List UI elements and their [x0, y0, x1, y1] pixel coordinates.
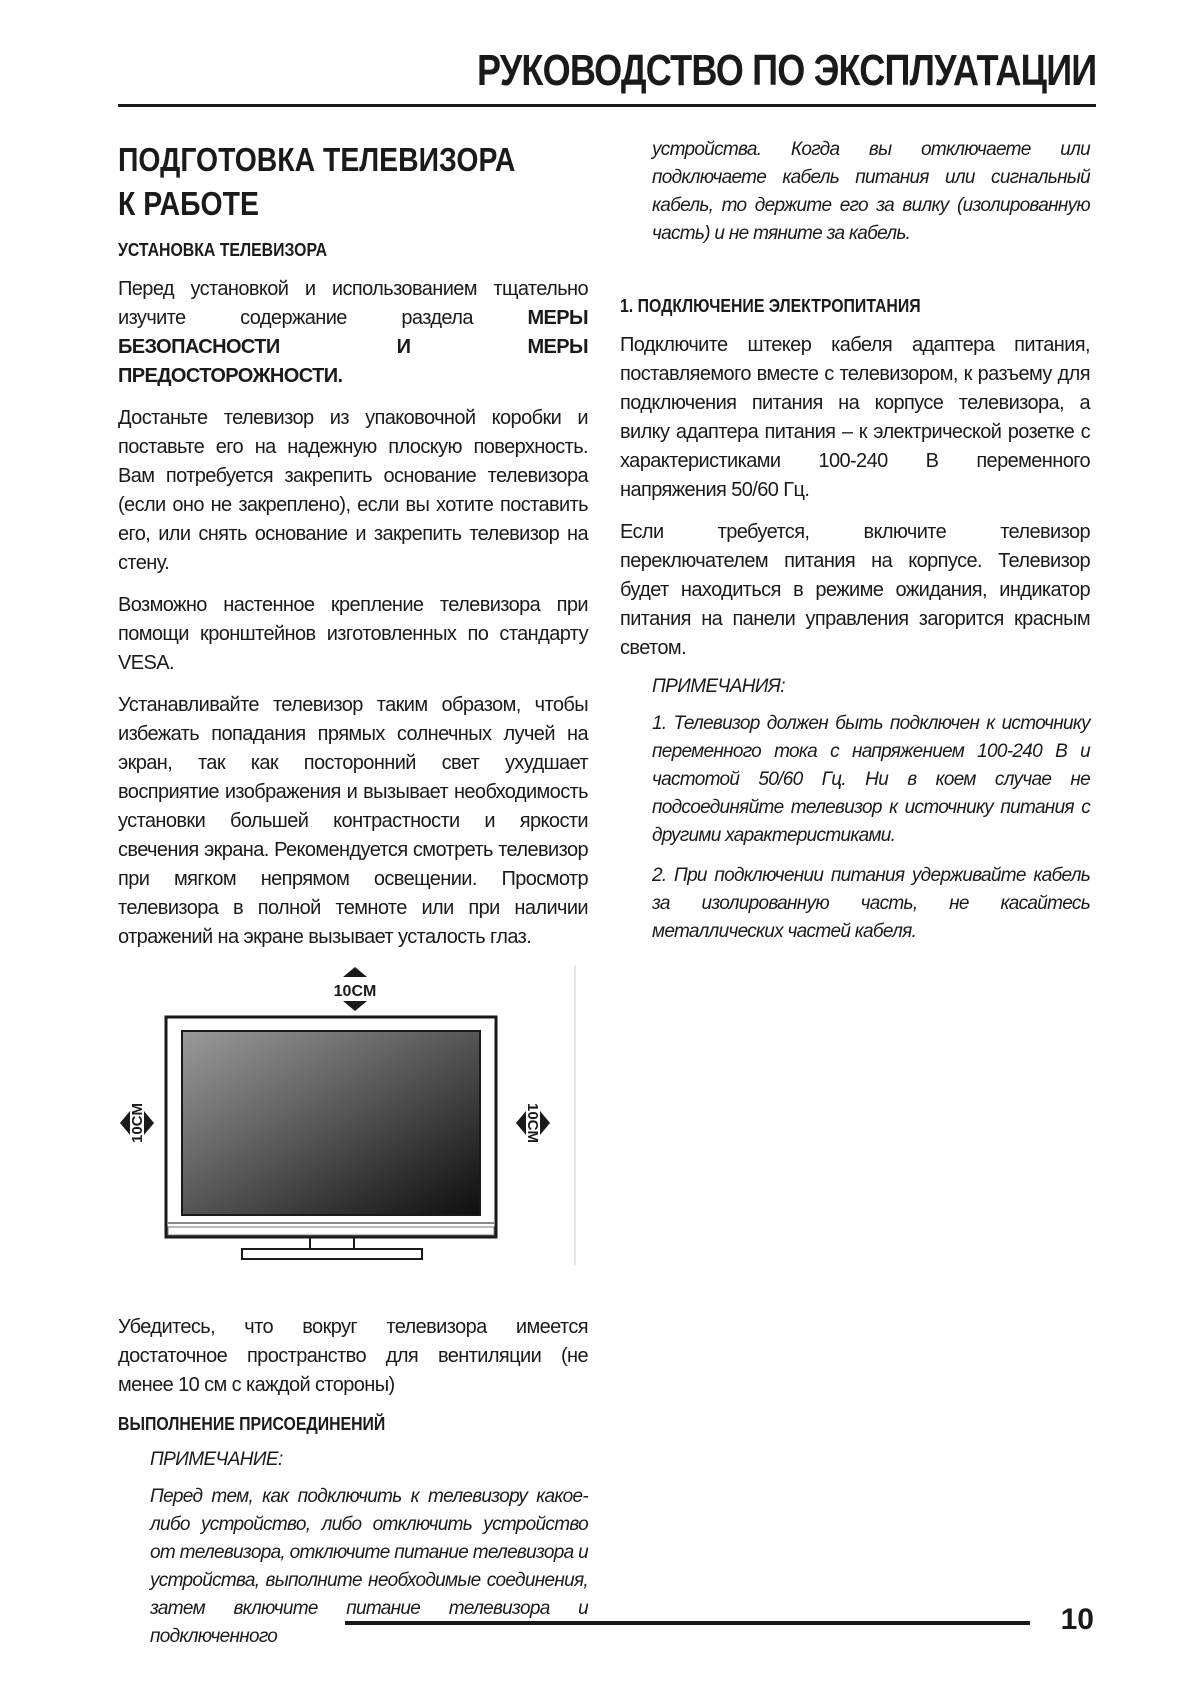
right-column [620, 136, 1090, 958]
intro-paragraph [118, 275, 588, 391]
ventilation-paragraph: Убедитесь, что вокруг телевизора имеется достаточное пространство для вентиляции (не менее 10 см с каждой стороны) [118, 1316, 588, 1396]
safety-reference: МЕРЫ БЕЗОПАСНОСТИ И МЕРЫ ПРЕДОСТОРОЖНОСТИ. [118, 307, 588, 387]
unpack-paragraph: Достаньте телевизор из упаковочной коробки и поставьте его на надежную плоскую поверхность. Вам потребуется закрепить основание телевизора (если оно не закреплено), если вы хотите поставить его, или снять основание и закрепить телевизор на стену. [118, 407, 588, 574]
tv-clearance-diagram [118, 965, 588, 1295]
standby-paragraph: Если требуется, включите телевизор переключателем питания на корпусе. Телевизор будет находиться в режиме ожидания, индикатор питания на панели управления загорится красным светом. [620, 521, 1090, 659]
power-notes-title: ПРИМЕЧАНИЯ: [652, 676, 785, 697]
connect-note-title: ПРИМЕЧАНИЕ: [150, 1449, 283, 1470]
page-header [118, 40, 1096, 107]
tv-illustration [166, 1017, 496, 1259]
power-paragraph: Подключите штекер кабеля адаптера питания, поставляемого вместе с телевизором, к разъему для подключения питания на корпусе телевизора, а вилку адаптера питания – к электрической розетке с характеристиками 100-240 В переменного напряжения 50/60 Гц. [620, 334, 1090, 501]
page-number: 10 [1060, 1603, 1094, 1636]
power-note-1: 1. Телевизор должен быть подключен к источнику переменного тока с напряжением 100-240 В и частотой 50/60 Гц. Ни в коем случае не подсоединяйте телевизор к источнику питания с другими характеристиками. [652, 713, 1090, 846]
right-clearance-label: 10CM [524, 1102, 541, 1144]
power-note-2: 2. При подключении питания удерживайте кабель за изолированную часть, не касайтесь металлических частей кабеля. [652, 865, 1090, 942]
tv-clearance-figure [118, 965, 588, 1295]
vesa-paragraph: Возможно настенное крепление телевизора при помощи кронштейнов изготовленных по стандарту VESA. [118, 594, 588, 674]
page-header-title: РУКОВОДСТВО ПО ЭКСПЛУАТАЦИИ [476, 46, 1096, 95]
top-clearance-marker [334, 967, 377, 1011]
left-clearance-label: 10CM [129, 1102, 146, 1144]
left-clearance-marker [120, 1103, 154, 1143]
section-title [118, 138, 600, 226]
left-column [118, 138, 588, 1663]
install-heading: УСТАНОВКА ТЕЛЕВИЗОРА [118, 240, 328, 260]
power-heading: 1. ПОДКЛЮЧЕНИЕ ЭЛЕКТРОПИТАНИЯ [620, 296, 921, 316]
intro-text: Перед установкой и использованием тщательно изучите содержание раздела [118, 278, 588, 329]
section-title-line2: К РАБОТЕ [118, 185, 259, 222]
right-clearance-marker [516, 1103, 550, 1143]
placement-paragraph: Устанавливайте телевизор таким образом, чтобы избежать попадания прямых солнечных лучей на экран, так как посторонний свет ухудшает восприятие изображения и вызывает необходимость установки большей контрастности и яркости свечения экрана. Рекомендуется смотреть телевизор при мягком непрямом освещении. Просмотр телевизора в полной темноте или при наличии отражений на экране вызывает усталость глаз. [118, 694, 588, 948]
footer-rule [345, 1621, 1030, 1625]
section-title-line1: ПОДГОТОВКА ТЕЛЕВИЗОРА [118, 141, 516, 178]
connect-note-continuation: устройства. Когда вы отключаете или подключаете кабель питания или сигнальный кабель, то держите его за вилку (изолированную часть) и не тяните за кабель. [652, 139, 1090, 244]
connect-note-text: Перед тем, как подключить к телевизору какое-либо устройство, либо отключить устройство от телевизора, отключите питание телевизора и устройства, выполните необходимые соединения, затем включите питание телевизора и подключенного [150, 1486, 588, 1647]
top-clearance-label: 10CM [333, 983, 377, 1000]
connect-heading: ВЫПОЛНЕНИЕ ПРИСОЕДИНЕНИЙ [118, 1414, 386, 1434]
